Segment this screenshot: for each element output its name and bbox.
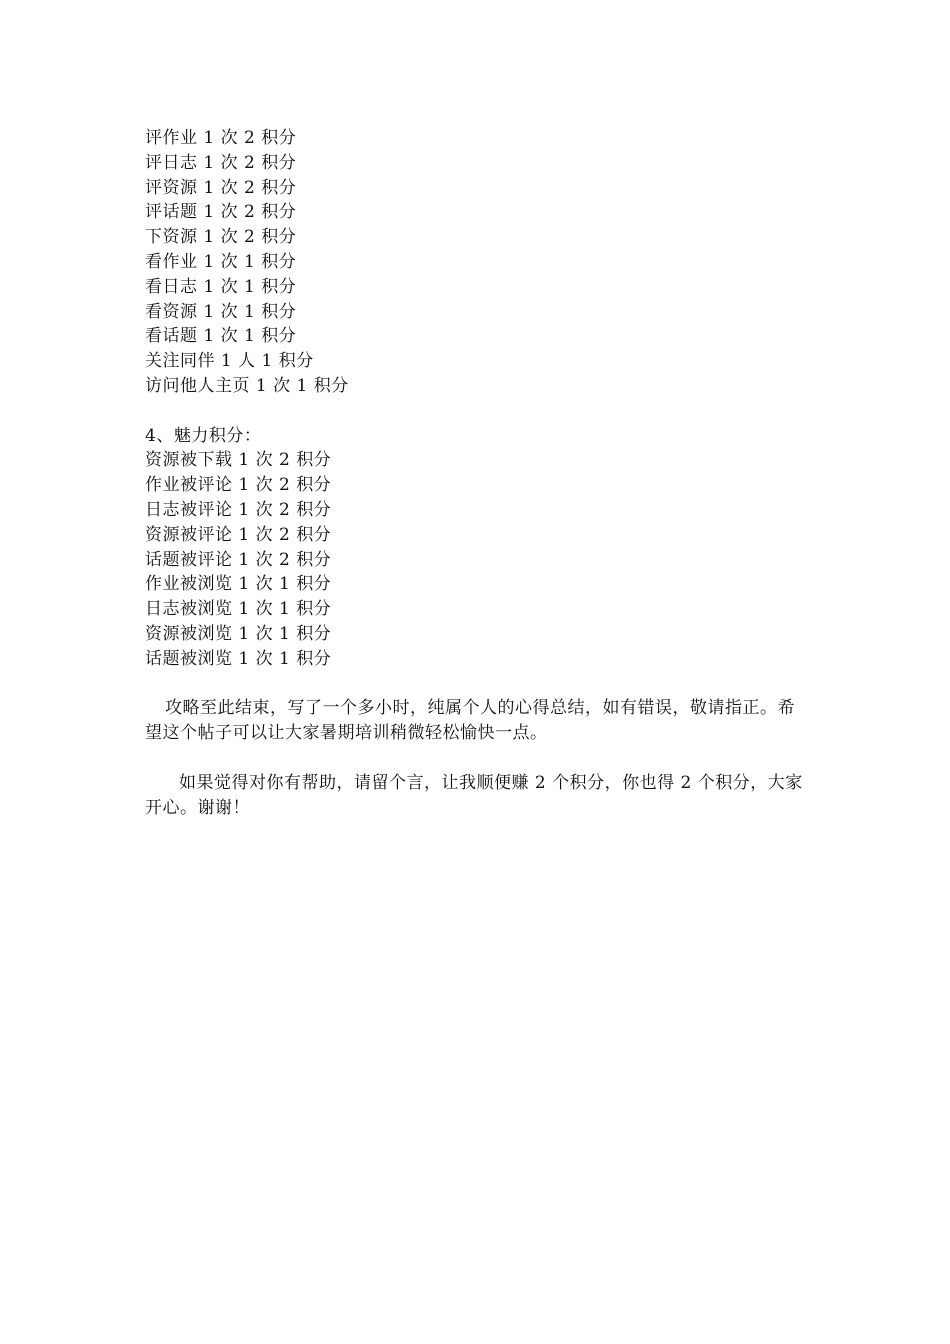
list-item: 关注同伴 1 人 1 积分 bbox=[145, 351, 314, 372]
list-item: 资源被评论 1 次 2 积分 bbox=[145, 524, 332, 545]
list-item: 访问他人主页 1 次 1 积分 bbox=[145, 375, 349, 396]
charm-points-section bbox=[145, 424, 810, 672]
list-item: 日志被评论 1 次 2 积分 bbox=[145, 499, 332, 520]
list-item: 日志被浏览 1 次 1 积分 bbox=[145, 599, 332, 620]
action-points-list bbox=[145, 126, 810, 399]
spacer bbox=[145, 399, 810, 424]
document-page bbox=[145, 126, 810, 821]
list-item: 资源被下载 1 次 2 积分 bbox=[145, 450, 332, 471]
list-item: 评作业 1 次 2 积分 bbox=[145, 128, 297, 148]
list-item: 下资源 1 次 2 积分 bbox=[145, 227, 297, 248]
list-item: 话题被评论 1 次 2 积分 bbox=[145, 549, 332, 570]
list-item: 评话题 1 次 2 积分 bbox=[145, 202, 297, 223]
list-item: 看资源 1 次 1 积分 bbox=[145, 301, 297, 322]
spacer bbox=[145, 672, 810, 697]
section-heading: 4、魅力积分： bbox=[145, 425, 262, 446]
thanks-paragraph: 如果觉得对你有帮助，请留个言，让我顺便赚 2 个积分，你也得 2 个积分，大家开心。谢谢！ bbox=[145, 773, 803, 819]
closing-paragraph: 攻略至此结束，写了一个多小时，纯属个人的心得总结，如有错误，敬请指正。希望这个帖子可以让大家暑期培训稍微轻松愉快一点。 bbox=[145, 698, 795, 744]
list-item: 看话题 1 次 1 积分 bbox=[145, 326, 297, 347]
spacer bbox=[145, 746, 810, 771]
list-item: 评日志 1 次 2 积分 bbox=[145, 152, 297, 173]
list-item: 作业被评论 1 次 2 积分 bbox=[145, 475, 332, 496]
list-item: 话题被浏览 1 次 1 积分 bbox=[145, 648, 332, 669]
list-item: 作业被浏览 1 次 1 积分 bbox=[145, 574, 332, 595]
list-item: 看作业 1 次 1 积分 bbox=[145, 251, 297, 272]
list-item: 资源被浏览 1 次 1 积分 bbox=[145, 623, 332, 644]
list-item: 评资源 1 次 2 积分 bbox=[145, 177, 297, 198]
list-item: 看日志 1 次 1 积分 bbox=[145, 276, 297, 297]
